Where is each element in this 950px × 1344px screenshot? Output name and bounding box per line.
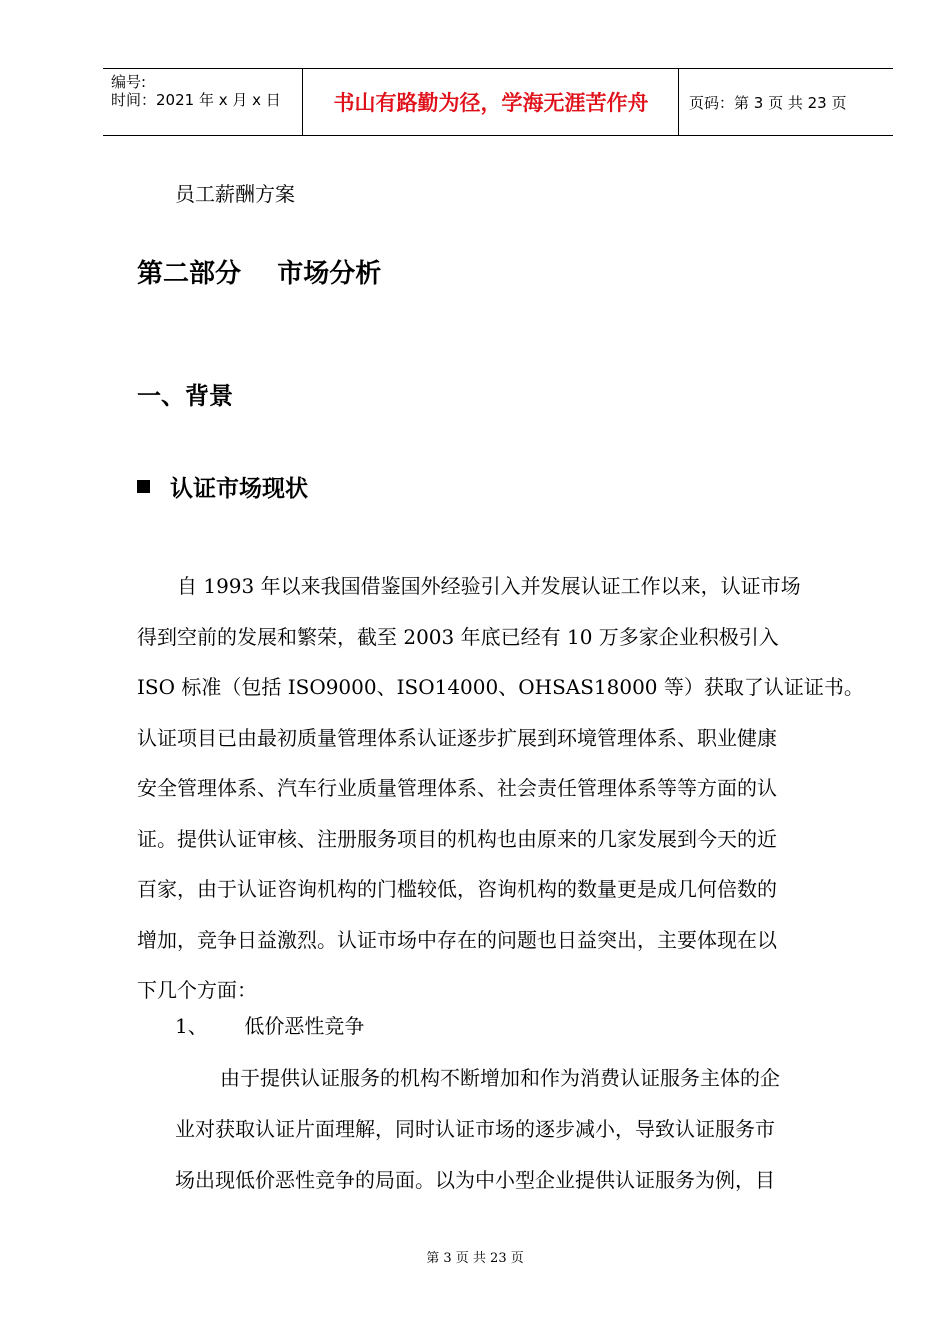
paragraph-line: 下几个方面： [137,978,257,1002]
time-label: 时间：2021 年 x 月 x 日 [111,91,281,109]
list-item-number: 1、 [175,1014,208,1038]
paragraph-low-price [175,1053,875,1206]
paragraph-line: 安全管理体系、汽车行业质量管理体系、社会责任管理体系等等方面的认 [137,776,777,800]
list-item [175,1010,364,1039]
paragraph-line: 由于提供认证服务的机构不断增加和作为消费认证服务主体的企 [220,1066,780,1090]
paragraph-line: 证。提供认证审核、注册服务项目的机构也由原来的几家发展到今天的近 [137,826,777,851]
part-title: 第二部分 市场分析 [137,259,382,289]
header-page-info: 页码：第 3 页 共 23 页 [689,93,847,112]
subsection-title: 认证市场现状 [170,476,308,502]
page-footer: 第 3 页 共 23 页 [426,1251,524,1266]
paragraph-line: 增加，竞争日益激烈。认证市场中存在的问题也日益突出，主要体现在以 [137,927,777,952]
square-bullet-icon [137,480,150,493]
document-title: 员工薪酬方案 [175,182,295,206]
number-label: 编号: [111,73,147,91]
paragraph-line: 业对获取认证片面理解，同时认证市场的逐步减小，导致认证服务市 [175,1117,775,1141]
paragraph-line: 场出现低价恶性竞争的局面。以为中小型企业提供认证服务为例，目 [175,1168,775,1192]
paragraph-line: 得到空前的发展和繁荣，截至 2003 年底已经有 10 万多家企业积极引入 [137,624,779,649]
header-meta [103,69,303,135]
paragraph-line: ISO 标准（包括 ISO9000、ISO14000、OHSAS18000 等）获取了认证证书。 [137,675,864,699]
paragraph-line: 认证项目已由最初质量管理体系认证逐步扩展到环境管理体系、职业健康 [137,725,777,750]
header-motto: 书山有路勤为径，学海无涯苦作舟 [304,69,679,135]
list-item-text: 低价恶性竞争 [244,1014,365,1038]
page-header [103,68,893,136]
section-title: 一、背景 [137,382,233,410]
paragraph-line: 百家，由于认证咨询机构的门槛较低，咨询机构的数量更是成几何倍数的 [137,877,777,901]
paragraph-market-status [137,561,877,1016]
paragraph-line: 自 1993 年以来我国借鉴国外经验引入并发展认证工作以来，认证市场 [177,574,801,598]
subsection-heading [137,470,308,503]
